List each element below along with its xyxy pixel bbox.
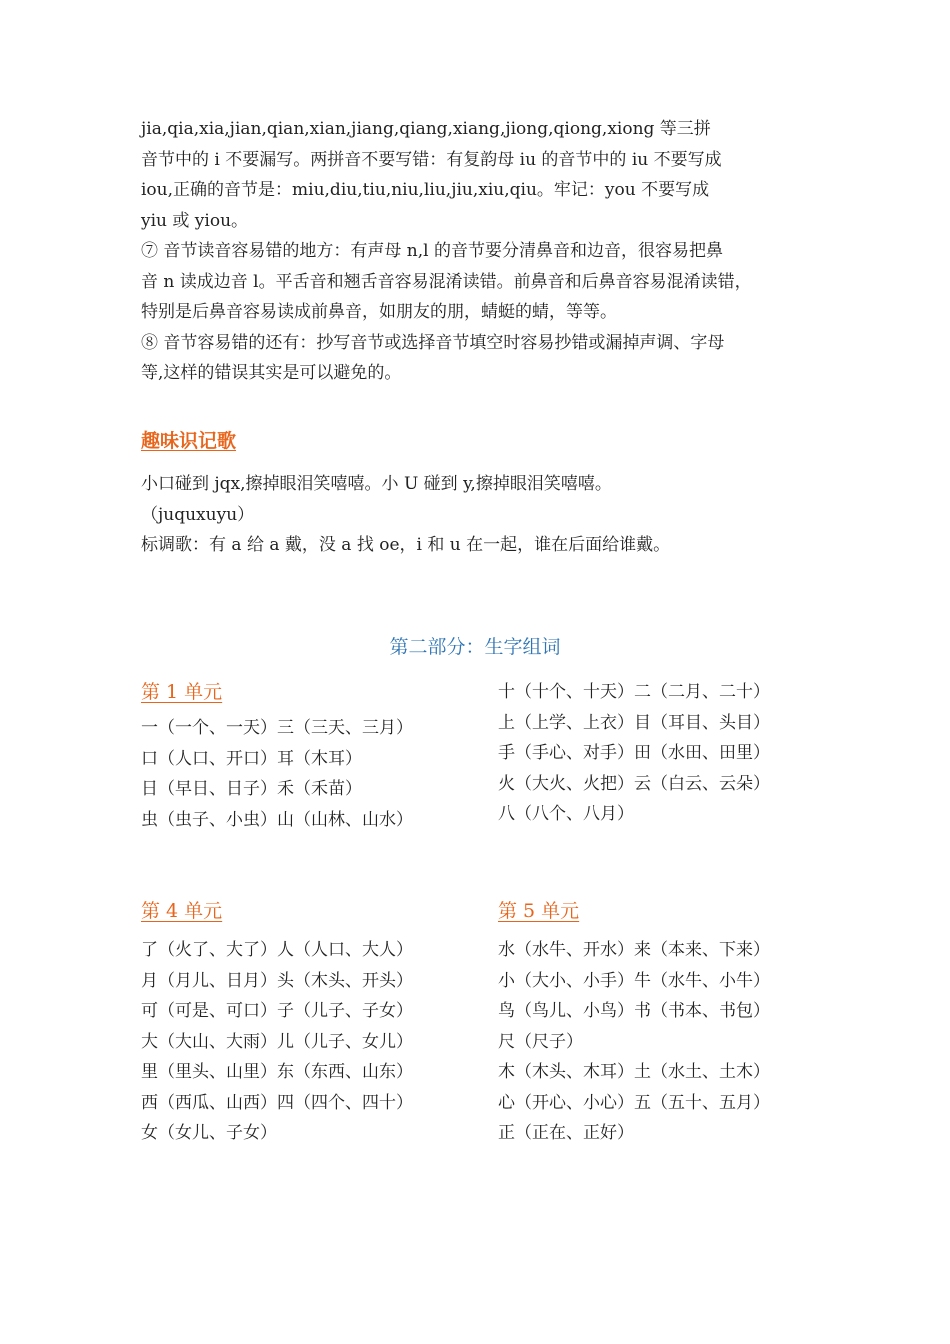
word-entry: 大（大山、大雨）儿（儿子、女儿） [141, 1031, 413, 1052]
word-entry: 尺（尺子） [498, 1031, 583, 1052]
word-entry: 了（火了、大了）人（人口、大人） [141, 940, 413, 960]
word-entry: 八（八个、八月） [498, 804, 634, 824]
unit-5-list [498, 935, 770, 1149]
word-entry: 水（水牛、开水）来（本来、下来） [498, 940, 770, 960]
fun-line: （juquxuyu） [141, 504, 255, 525]
intro-line: 音节中的 i 不要漏写。两拼音不要写错：有复韵母 iu 的音节中的 iu 不要写成 [141, 149, 722, 170]
word-entry: 口（人口、开口）耳（木耳） [141, 748, 362, 769]
fun-section-title: 趣味识记歌 [141, 430, 237, 452]
word-entry: 西（西瓜、山西）四（四个、四十） [141, 1092, 413, 1113]
intro-paragraph [141, 114, 831, 389]
word-entry: 里（里头、山里）东（东西、山东） [141, 1062, 413, 1082]
intro-line: 等,这样的错误其实是可以避免的。 [141, 363, 402, 383]
word-entry: 月（月儿、日月）头（木头、开头） [141, 970, 413, 991]
word-entry: 十（十个、十天）二（二月、二十） [498, 682, 770, 702]
part-two-title: 第二部分：生字组词 [389, 636, 561, 658]
word-entry: 虫（虫子、小虫）山（山林、山水） [141, 809, 413, 830]
word-entry: 可（可是、可口）子（儿子、子女） [141, 1001, 413, 1021]
word-entry: 手（手心、对手）田（水田、田里） [498, 743, 770, 763]
intro-line: jia,qia,xia,jian,qian,xian,jiang,qiang,xiang,jiong,qiong,xiong 等三拼 [141, 119, 711, 139]
intro-line: ⑧ 音节容易错的还有：抄写音节或选择音节填空时容易抄错或漏掉声调、字母 [141, 332, 725, 353]
intro-line: 音 n 读成边音 l。平舌音和翘舌音容易混淆读错。前鼻音和后鼻音容易混淆读错， [141, 271, 752, 292]
word-entry: 女（女儿、子女） [141, 1123, 277, 1143]
intro-line: 特别是后鼻音容易读成前鼻音，如朋友的朋，蜻蜓的蜻，等等。 [141, 302, 617, 322]
word-entry: 一（一个、一天）三（三天、三月） [141, 718, 413, 738]
fun-line: 小口碰到 jqx,擦掉眼泪笑嘻嘻。小 U 碰到 y,擦掉眼泪笑嘻嘻。 [141, 474, 612, 494]
unit-1-right-list [498, 677, 770, 830]
word-entry: 正（正在、正好） [498, 1123, 634, 1143]
word-entry: 木（木头、木耳）土（水土、土木） [498, 1062, 770, 1082]
fun-section-body [141, 469, 831, 561]
unit-4-list [141, 935, 413, 1149]
word-entry: 小（大小、小手）牛（水牛、小牛） [498, 970, 770, 991]
fun-line: 标调歌：有 a 给 a 戴，没 a 找 oe，i 和 u 在一起，谁在后面给谁戴。 [141, 535, 671, 555]
intro-line: ⑦ 音节读音容易错的地方：有声母 n,l 的音节要分清鼻音和边音，很容易把鼻 [141, 241, 723, 261]
unit-1-list [141, 713, 413, 835]
word-entry: 鸟（鸟儿、小鸟）书（书本、书包） [498, 1001, 770, 1021]
word-entry: 日（早日、日子）禾（禾苗） [141, 779, 362, 799]
word-entry: 火（大火、火把）云（白云、云朵） [498, 773, 770, 794]
unit-1-title: 第 1 单元 [141, 681, 223, 703]
word-entry: 心（开心、小心）五（五十、五月） [498, 1092, 770, 1113]
word-entry: 上（上学、上衣）目（耳目、头目） [498, 712, 770, 733]
intro-line: iou,正确的音节是：miu,diu,tiu,niu,liu,jiu,xiu,qiu。牢记：you 不要写成 [141, 180, 710, 200]
unit-5-title: 第 5 单元 [498, 900, 580, 922]
intro-line: yiu 或 yiou。 [141, 210, 249, 231]
unit-4-title: 第 4 单元 [141, 900, 223, 922]
